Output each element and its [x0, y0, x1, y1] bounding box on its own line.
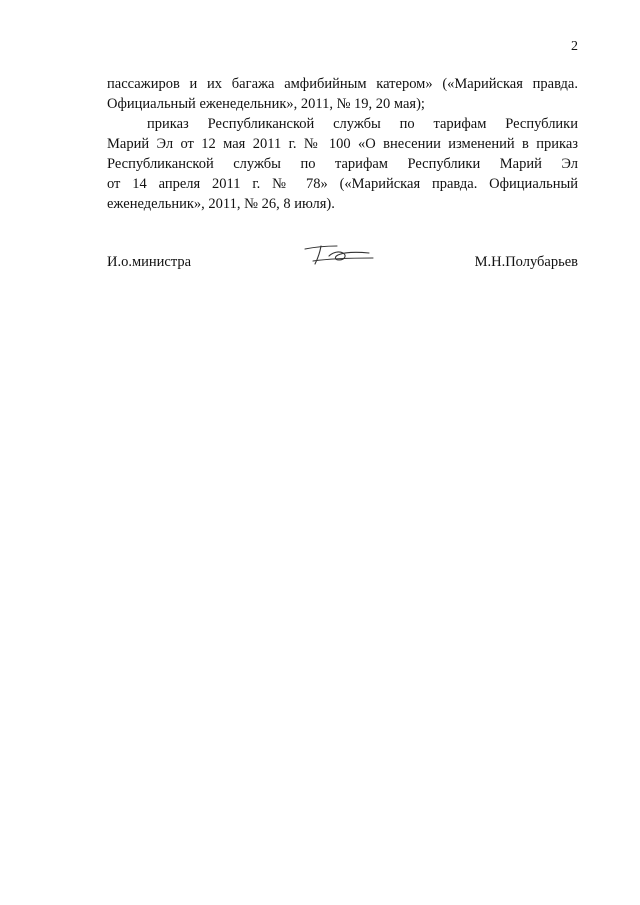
- text-line: Марий Эл от 12 мая 2011 г. № 100 «О внесении изменений в приказ: [107, 136, 578, 152]
- signatory-title: И.о.министра: [107, 254, 192, 270]
- text-line: Официальный еженедельник», 2011, № 19, 20 мая);: [107, 96, 425, 112]
- text-line: приказ Республиканской службы по тарифам Республики: [147, 116, 578, 132]
- text-line: от 14 апреля 2011 г. № 78» («Марийская правда. Официальный: [107, 176, 578, 192]
- paragraph-order-reference: [107, 114, 578, 214]
- page-number: 2: [571, 39, 578, 54]
- signature-block: [107, 248, 578, 276]
- signatory-name: М.Н.Полубарьев: [474, 254, 578, 270]
- text-line: Республиканской службы по тарифам Республики Марий Эл: [107, 156, 578, 172]
- paragraph-publication-reference: [107, 74, 578, 114]
- text-line: пассажиров и их багажа амфибийным катером» («Марийская правда.: [107, 76, 578, 92]
- handwritten-signature-icon: [303, 240, 375, 268]
- text-line: еженедельник», 2011, № 26, 8 июля).: [107, 196, 335, 212]
- document-body: [107, 74, 578, 214]
